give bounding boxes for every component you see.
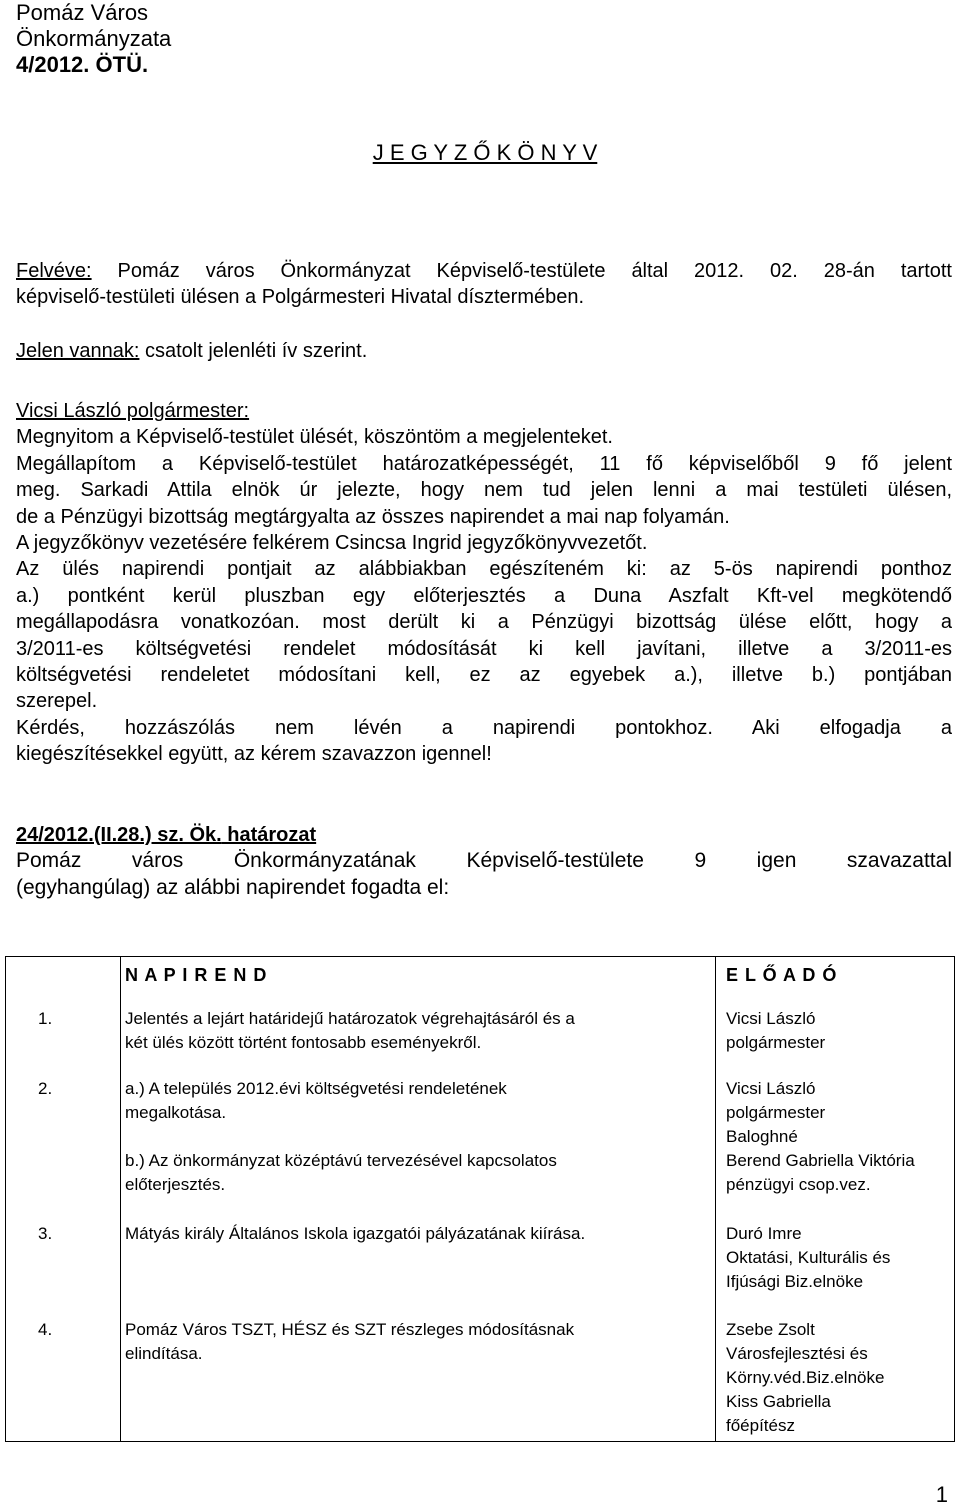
present-text: csatolt jelenléti ív szerint. (139, 340, 368, 362)
agenda-presenter-3-line1: Duró Imre (726, 1223, 802, 1243)
agenda-presenter-3-line2: Oktatási, Kulturális és (726, 1247, 891, 1267)
agenda-row-2 (6, 1077, 955, 1222)
agenda-header-agenda: N A P I R E N D (121, 957, 716, 1007)
present-paragraph (16, 338, 952, 364)
agenda-row-4 (6, 1318, 955, 1442)
speaker-label: Vicsi László polgármester: (16, 400, 250, 422)
body-line-7: a.) pontként kerül pluszban egy előterjesztés a Duna Aszfalt Kft-vel megkötendő (16, 584, 952, 607)
body-line-9: 3/2011-es költségvetési rendelet módosítását ki kell javítani, illetve a 3/2011-es (16, 637, 952, 660)
agenda-num-4: 4. (6, 1318, 121, 1442)
agenda-table (5, 956, 955, 1442)
agenda-presenter-3-line3: Ifjúsági Biz.elnöke (726, 1271, 864, 1291)
body-line-12: Kérdés, hozzászólás nem lévén a napirendi pontokhoz. Aki elfogadja a (16, 716, 952, 739)
agenda-presenter-4-line3: Körny.véd.Biz.elnöke (726, 1367, 885, 1387)
agenda-item-2a-line2: megalkotása. (125, 1102, 227, 1122)
page-number: 1 (935, 1482, 948, 1507)
body-line-2: Megállapítom a Képviselő-testület határozatképességét, 11 fő képviselőből 9 fő jelent (16, 452, 952, 475)
body-line-13: kiegészítésekkel együtt, az kérem szavazzon igennel! (16, 743, 492, 766)
agenda-num-3: 3. (6, 1222, 121, 1318)
agenda-item-2 (121, 1077, 716, 1222)
body-line-10: költségvetési rendeletet módosítani kell, ez az egyebek a.), illetve b.) pontjában (16, 664, 952, 687)
agenda-item-2a-line1: a.) A település 2012.évi költségvetési rendeletének (125, 1078, 507, 1098)
agenda-num-2: 2. (6, 1077, 121, 1222)
body-line-6: Az ülés napirendi pontjait az alábbiakban egészíteném ki: az 5-ös napirendi ponthoz (16, 558, 952, 581)
agenda-presenter-2-line3: Baloghné (726, 1126, 798, 1146)
agenda-item-2b-line1: b.) Az önkormányzat középtávú tervezésével kapcsolatos (125, 1150, 557, 1170)
speech-block (16, 398, 952, 768)
resolution-number: 24/2012.(II.28.) sz. Ök. (16, 824, 222, 846)
agenda-presenter-1-line2: polgármester (726, 1032, 826, 1052)
agenda-presenter-4-line4: Kiss Gabriella (726, 1391, 831, 1411)
document-title: J E G Y Z Ő K Ö N Y V (372, 140, 598, 165)
agenda-item-4-line2: elindítása. (125, 1343, 203, 1363)
agenda-item-4 (121, 1318, 716, 1442)
agenda-presenter-2-line1: Vicsi László (726, 1078, 816, 1098)
agenda-item-2b-line2: előterjesztés. (125, 1174, 226, 1194)
agenda-presenter-2-line4: Berend Gabriella Viktória (726, 1150, 915, 1170)
recorded-label: Felvéve: (16, 260, 92, 282)
agenda-presenter-2-line5: pénzügyi csop.vez. (726, 1174, 871, 1194)
resolution-text-line2: (egyhangúlag) az alábbi napirendet fogadta el: (16, 875, 450, 899)
agenda-item-1-line1: Jelentés a lejárt határidejű határozatok végrehajtásáról és a (125, 1008, 575, 1028)
agenda-num-1: 1. (6, 1007, 121, 1077)
recorded-text-line1: Pomáz város Önkormányzat Képviselő-testülete által 2012. 02. 28-án tartott (91, 260, 952, 282)
recorded-paragraph (16, 258, 952, 311)
agenda-item-1-line2: két ülés között történt fontosabb eseményekről. (125, 1032, 482, 1052)
body-line-8: megállapodásra vonatkozóan. most derült ki a Pénzügyi bizottság ülése előtt, hogy a (16, 611, 952, 634)
agenda-presenter-4-line2: Városfejlesztési és (726, 1343, 868, 1363)
agenda-presenter-2 (716, 1077, 955, 1222)
agenda-header-row (6, 957, 955, 1007)
resolution-label: határozat (221, 824, 317, 846)
body-line-4: de a Pénzügyi bizottság megtárgyalta az összes napirendet a mai nap folyamán. (16, 505, 730, 528)
body-line-1: Megnyitom a Képviselő-testület ülését, köszöntöm a megjelenteket. (16, 426, 613, 449)
agenda-presenter-4-line5: főépítész (726, 1415, 795, 1435)
agenda-presenter-4 (716, 1318, 955, 1442)
resolution-block (16, 822, 952, 901)
agenda-presenter-1 (716, 1007, 955, 1077)
recorded-text-line2: képviselő-testületi ülésen a Polgármesteri Hivatal dísztermében. (16, 286, 585, 309)
body-line-11: szerepel. (16, 690, 98, 713)
agenda-presenter-1-line1: Vicsi László (726, 1008, 816, 1028)
agenda-row-1 (6, 1007, 955, 1077)
org-name-line1: Pomáz Város (16, 0, 149, 25)
agenda-item-3-line1: Mátyás király Általános Iskola igazgatói pályázatának kiírása. (125, 1223, 586, 1243)
agenda-header-num (6, 957, 121, 1007)
agenda-header-presenter: E L Ő A D Ó (716, 957, 955, 1007)
agenda-presenter-3 (716, 1222, 955, 1318)
org-name-line2: Önkormányzata (16, 26, 172, 51)
agenda-item-1 (121, 1007, 716, 1077)
resolution-text-line1: Pomáz város Önkormányzatának Képviselő-testülete 9 igen szavazattal (16, 849, 952, 873)
present-label: Jelen vannak: (16, 340, 140, 362)
agenda-presenter-4-line1: Zsebe Zsolt (726, 1319, 815, 1339)
agenda-item-3 (121, 1222, 716, 1318)
body-line-5: A jegyzőkönyv vezetésére felkérem Csincsa Ingrid jegyzőkönyvvezetőt. (16, 532, 648, 555)
agenda-row-3 (6, 1222, 955, 1318)
agenda-item-4-line1: Pomáz Város TSZT, HÉSZ és SZT részleges módosításnak (125, 1319, 575, 1339)
agenda-presenter-2-line2: polgármester (726, 1102, 826, 1122)
body-line-3: meg. Sarkadi Attila elnök úr jelezte, hogy nem tud jelen lenni a mai testületi ülésen, (16, 479, 952, 502)
doc-number: 4/2012. ÖTÜ. (16, 52, 149, 77)
